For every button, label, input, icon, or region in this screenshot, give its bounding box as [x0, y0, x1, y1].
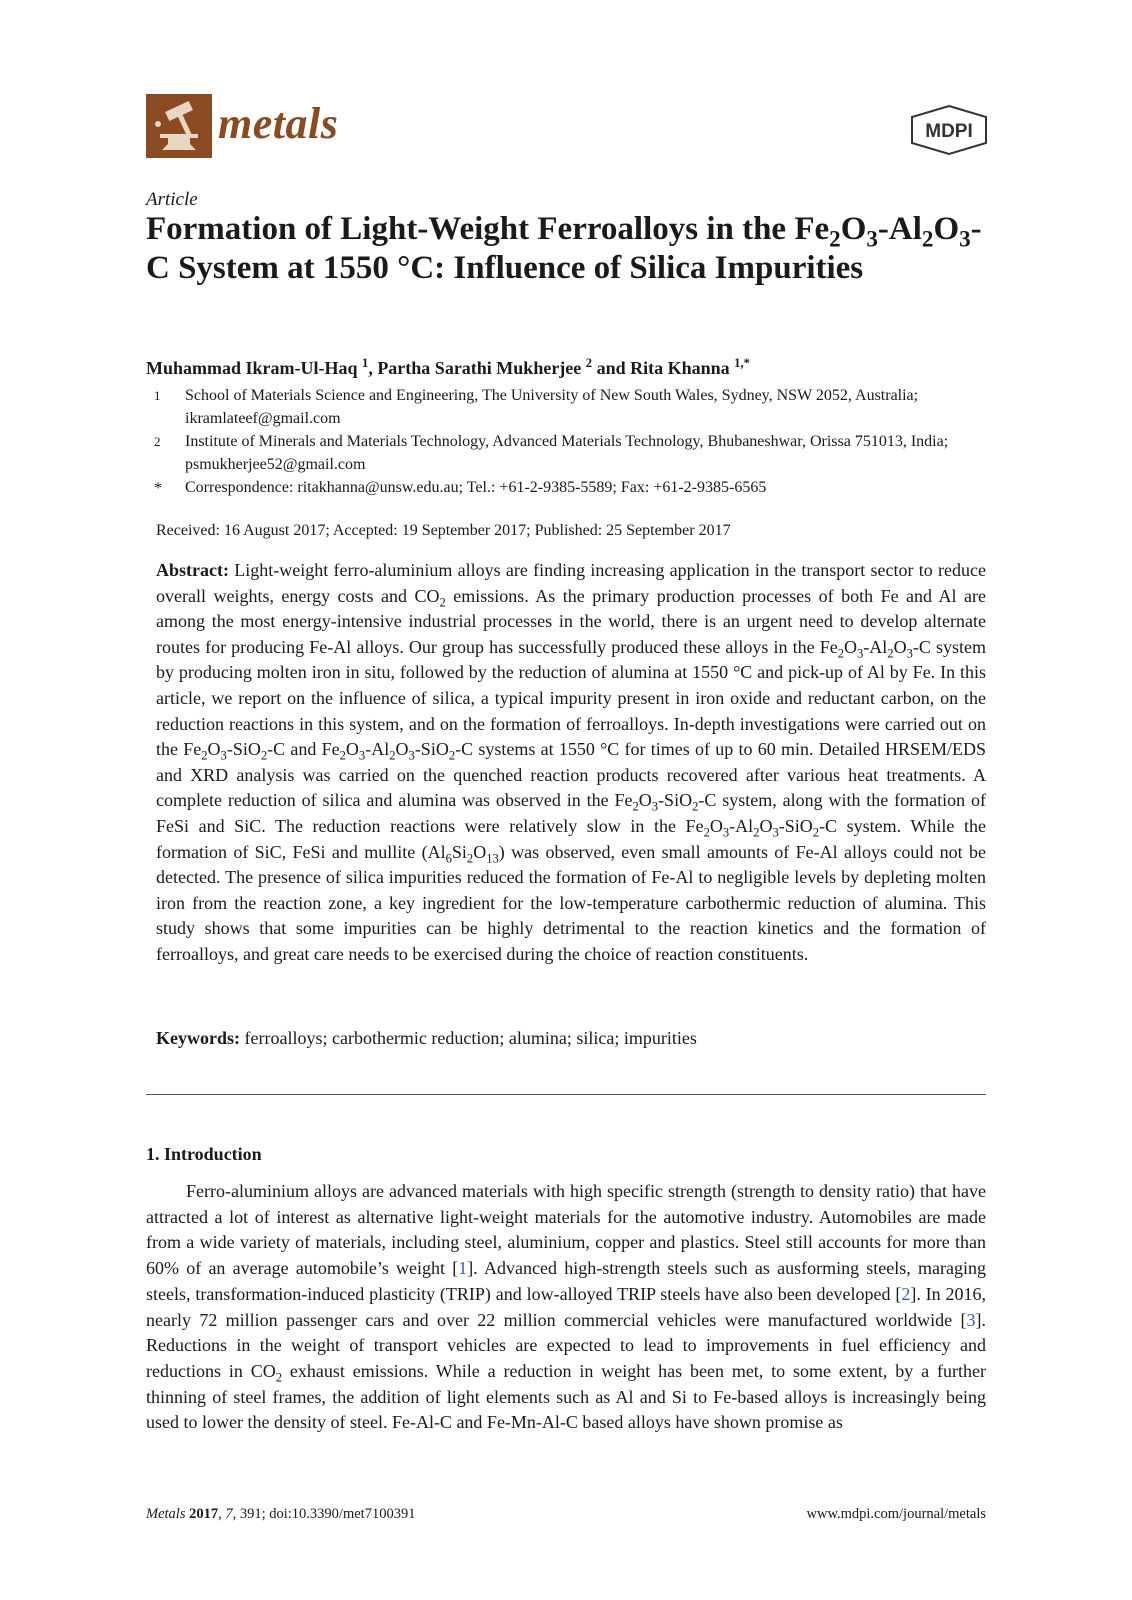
- affiliation-text: Institute of Minerals and Materials Technology, Advanced Materials Technology, Bhubaneshwar, Orissa 751013, India; psmukherjee52@gmail.com: [185, 433, 949, 473]
- correspondence-text: Correspondence: ritakhanna@unsw.edu.au; Tel.: +61-2-9385-5589; Fax: +61-2-9385-6565: [185, 479, 767, 496]
- journal-name: metals: [218, 99, 339, 148]
- affiliation-marker: 1: [154, 388, 161, 403]
- affiliation-text: School of Materials Science and Engineering, The University of New South Wales, Sydney, NSW 2052, Australia; ikramlateef@gmail.com: [185, 387, 919, 427]
- abstract: Abstract: Light-weight ferro-aluminium alloys are finding increasing application in the transport sector to reduce overall weights, energy costs and $CO_2$ emissions. As the primary production processes of both Fe and Al are among the most energy-intensive industrial processes in the world, there is an urgent need to develop alternate routes for producing Fe-Al alloys. Our group has successfully produced these alloys in the $Fe_2O_3-Al_2O_3-C$ system by producing molten iron in situ, followed by the reduction of alumina at 1550 °C and pick-up of Al by Fe. In this article, we report on the influence of silica, a typical impurity present in iron oxide and reductant carbon, on the reduction reactions in this system, and on the formation of ferroalloys. In-depth investigations were carried out on the $Fe_2O_3-SiO_2-C$ and $Fe_2O_3-Al_2O_3-SiO_2-C$ systems at 1550 °C for times of up to 60 min. Detailed HRSEM/EDS and XRD analysis was carried on the quenched reaction products recovered after various heat treatments. A complete reduction of silica and alumina was observed in the $Fe_2O_3-SiO_2-C$ system, along with the formation of FeSi and SiC. The reduction reactions were relatively slow in the $Fe_2O_3-Al_2O_3-SiO_2-C$ system. While the formation of SiC, FeSi and mullite $(Al_6Si_2O_{13})$ was observed, even small amounts of Fe-Al alloys could not be detected. The presence of silica impurities reduced the formation of Fe-Al to negligible levels by depleting molten iron from the reaction zone, a key ingredient for the low-temperature carbothermic reduction of alumina. This study shows that some impurities can be highly detrimental to the reaction kinetics and the formation of ferroalloys, and great care needs to be exercised during the choice of reaction constituents.: [156, 560, 987, 964]
- section-heading: 1. Introduction: [146, 1144, 262, 1164]
- citation-link[interactable]: 1: [458, 1258, 468, 1279]
- section-divider: [146, 1094, 986, 1095]
- affiliation-marker: 2: [154, 434, 161, 449]
- metals-logo-icon: [146, 94, 212, 158]
- intro-paragraph: Ferro-aluminium alloys are advanced materials with high specific strength (strength to density ratio) that have attracted a lot of interest as alternative light-weight materials for the automotive industry. Automobiles are made from a wide variety of materials, including steel, aluminium, copper and plastics. Steel still accounts for more than 60% of an average automobile’s weight [1]. Advanced high-strength steels such as ausforming steels, maraging steels, transformation-induced plasticity (TRIP) and low-alloyed TRIP steels have also been developed [2]. In 2016, nearly 72 million passenger cars and over 22 million commercial vehicles were manufactured worldwide [3]. Reductions in the weight of transport vehicles are expected to lead to improvements in fuel efficiency and reductions in $CO_2$ exhaust emissions. While a reduction in weight has been met, to some extent, by a further thinning of steel frames, the addition of light elements such as Al and Si to Fe-based alloys is increasingly being used to lower the density of steel. Fe-Al-C and Fe-Mn-Al-C based alloys have shown promise as: [146, 1181, 986, 1433]
- citation-link[interactable]: 3: [966, 1309, 976, 1330]
- affiliation-marker: *: [154, 480, 162, 497]
- author-list: Muhammad Ikram-Ul-Haq $^1$, Partha Sarathi Mukherjee $^2$ and Rita Khanna $^{1,*}$: [146, 356, 750, 378]
- author-name: Partha Sarathi Mukherjee: [377, 358, 582, 378]
- paper-title: Formation of Light-Weight Ferroalloys in the $Fe_2O_3-Al_2O_3-C$ System at 1550 °C: Influence of Silica Impurities: [146, 211, 982, 286]
- correspondence: [146, 476, 976, 499]
- mdpi-logo-text: MDPI: [925, 121, 973, 142]
- keywords-label: Keywords:: [156, 1028, 240, 1048]
- footer-citation: Metals 2017, 7, 391; doi:10.3390/met7100391: [146, 1506, 416, 1522]
- mdpi-logo: [908, 104, 990, 156]
- footer-url[interactable]: www.mdpi.com/journal/metals: [806, 1506, 986, 1522]
- author-name: Muhammad Ikram-Ul-Haq: [146, 358, 358, 378]
- abstract-label: Abstract:: [156, 560, 229, 580]
- citation-link[interactable]: 2: [901, 1283, 911, 1304]
- article-type: Article: [146, 189, 198, 210]
- affiliation-1: [146, 384, 976, 430]
- publication-dates: Received: 16 August 2017; Accepted: 19 September 2017; Published: 25 September 2017: [156, 522, 731, 539]
- author-name: Rita Khanna: [630, 358, 730, 378]
- keywords: Keywords: ferroalloys; carbothermic reduction; alumina; silica; impurities: [156, 1028, 697, 1048]
- affiliation-2: [146, 430, 976, 476]
